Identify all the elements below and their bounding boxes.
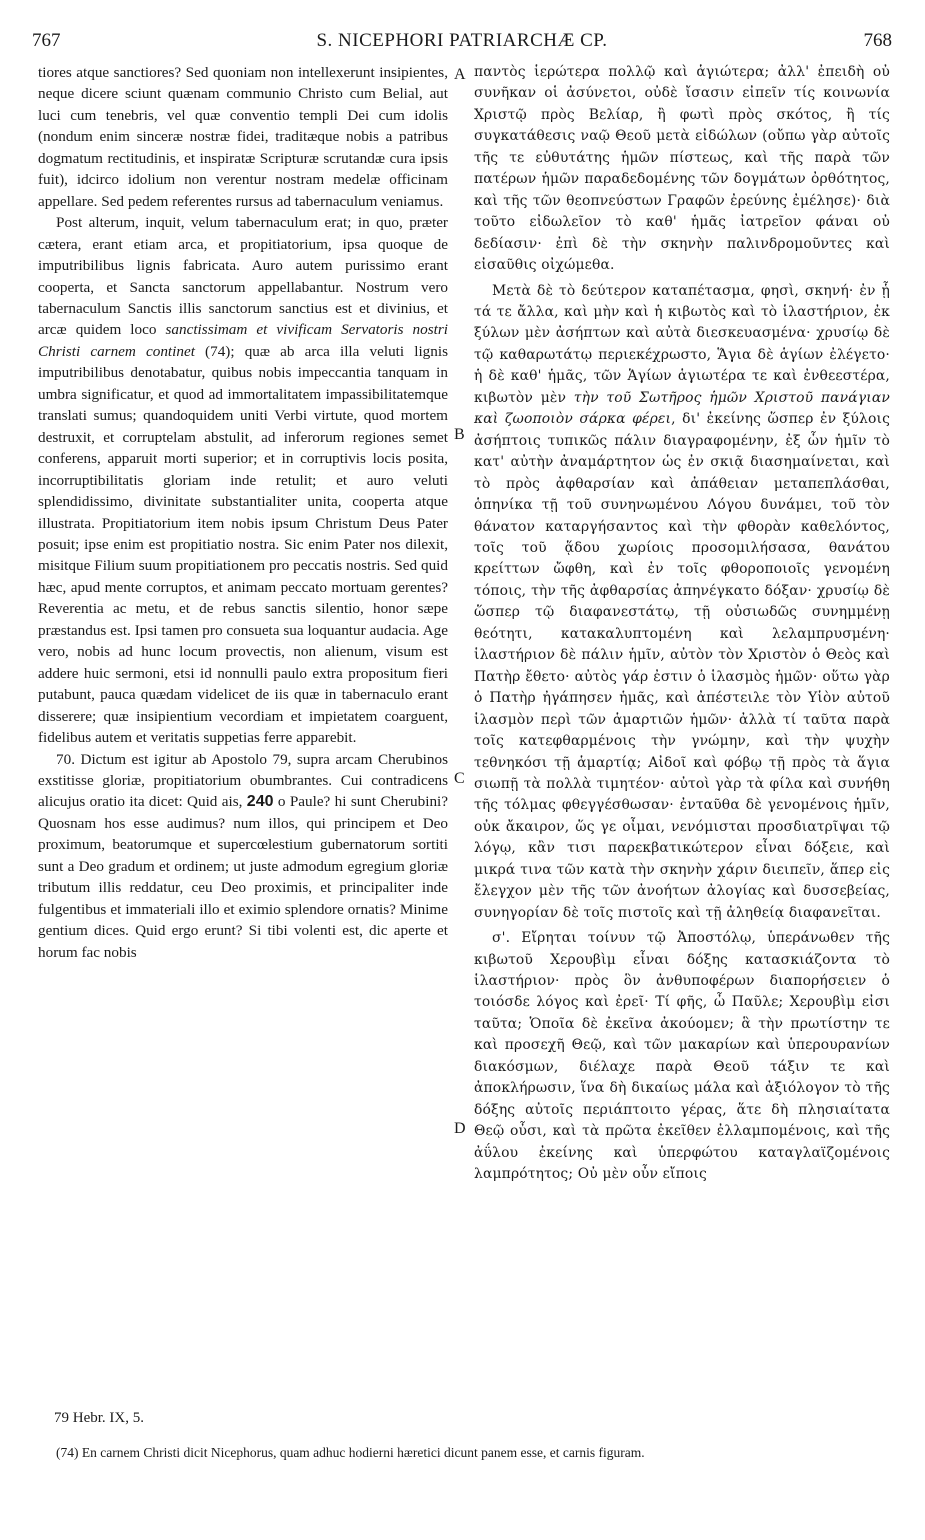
latin-paragraph-1: tiores atque sanctiores? Sed quoniam non intellexerunt insipientes, neque dicere sciunt quænam communio Christo cum Belial, aut luci cum tenebris, vel quæ conventio templi Dei cum idolis (nondum enim sinceræ nostræ fidei, traditæque nobis a patribus dogmatum rectitudinis, et inspiratæ Scripturæ scrutandæ cura ipsis fuit), idcirco idolium non verentur nostram medelæ officinam appellare. Sed pedem referentes rursus ad tabernaculum veniamus. [38, 64, 448, 210]
footnotes [38, 1410, 888, 1461]
greek-paragraph-2: Μετὰ δὲ τὸ δεύτερον καταπέτασμα, φησὶ, σκηνή· ἐν ᾗ τά τε ἄλλα, καὶ μὴν καὶ ἡ κιβωτὸς καὶ τὸ ἱλαστήριον, ἐκ ξύλων μὲν ἀσήπτων καὶ αὐτὰ διεσκευασμένα· χρυσίῳ δὲ τῷ καθαρωτάτῳ περιεκέχρωστο, Ἅγια δὲ ἁγίων ἐλέγετο· ἡ δὲ καθ' ἡμᾶς, τῶν Ἁγίων ἁγιωτέρα τε καὶ ἐνθεεστέρα, κιβωτὸν μὲν τὴν τοῦ Σωτῆρος ἡμῶν Χριστοῦ πανάγιαν καὶ ζωοποιὸν σάρκα φέρει, δι' ἐκείνης ὥσπερ ἐν ξύλοις ἀσήπτοις τυπικῶς πάλιν διαγραφομένην, ἐξ ὧν ἡμῖν τὸ κατ' αὐτὴν ἀναμάρτητον ὡς ἐν σκιᾷ διασημαίνεται, καὶ τὸ πρὸς ἀφθαρσίαν καὶ ἀπάθειαν μεταπεπλάσθαι, ὁπηνίκα τῇ τοῦ συνηνωμένου Λόγου δυνάμει, τοῦ τὸν θάνατον καταργήσαντος καὶ τὴν φθορὰν καθελόντος, τοῖς τοῦ ᾅδου χωρίοις προσομιλήσασα, θανάτου κρείττων ὤφθη, καὶ ἐν τοῖς φθοροποιοῖς γενομένη τόποις, τὴν τῆς ἀφθαρσίας ἀπηνέγκατο δόξαν· χρυσίῳ δὲ ὥσπερ τῷ διαφανεστάτῳ, τῇ οὐσιωδῶς συνημμένῃ θεότητι, κατακαλυπτομένη καὶ λελαμπρυσμένη· ἱλαστήριον δὲ πάλιν ἡμῖν, αὐτὸν τὸν Χριστὸν ὁ Θεὸς καὶ Πατὴρ ἔθετο· αὐτὸς γάρ ἐστιν ὁ ἱλασμὸς ἡμῶν· οὕτω γὰρ ὁ Πατὴρ ἠγάπησεν ἡμᾶς, καὶ ἀπέστειλε τὸν Υἱὸν αὐτοῦ ἱλασμὸν περὶ τῶν ἁμαρτιῶν ἡμῶν· ἀλλὰ τί ταῦτα παρὰ τοῖς κατεφθαρμένοις τὴν γνώμην, καὶ τὴν ψυχὴν τεθνηκόσι τῇ ἁμαρτίᾳ; Αἰδοῖ καὶ φόβῳ τῇ πρὸς τὰ ἅγια σιωπῇ τὰ πολλὰ τιμητέον· αὐτοὶ γὰρ τὰ φίλα καὶ συνήθη τῆς τόλμας φθεγγέσθωσαν· ἐνταῦθα δὲ γενομένοις ἡμῖν, οὐκ ἄκαιρον, ὥς γε οἶμαι, νενόμισται προσδιατρῖψαι τῷ λόγῳ, κἂν τισι παρεκβατικώτερον εἶναι δόξειε, καὶ μικρά τινα τῶν κατὰ τὴν σκηνὴν χάριν διειπεῖν, ἅπερ εἰς ἔλεγχον μὲν τῆς τῶν ἀνοήτων ἀλογίας καὶ δυσσεβείας, συνηγορίαν δὲ τοῖς πιστοῖς καὶ τῇ ἀληθείᾳ διαφανεῖται. [474, 282, 890, 921]
footnote-74: (74) En carnem Christi dicit Nicephorus, quam adhuc hodierni hæretici dicunt panem esse, et carnis figuram. [56, 1445, 645, 1460]
greek-column [474, 62, 890, 1186]
latin-italic-phrase: sanctissimam et vivificam Servatoris nostri Christi carnem continet [38, 321, 449, 360]
section-marker-d: D [454, 1120, 466, 1137]
running-title: S. NICEPHORI PATRIARCHÆ CP. [316, 30, 608, 51]
footnote-scripture-ref: 79 Hebr. IX, 5. [54, 1410, 144, 1426]
page-number-left: 767 [32, 30, 61, 51]
latin-paragraph-3: 70. Dictum est igitur ab Apostolo 79, supra arcam Cherubinos exstitisse gloriæ, propitiatorium obumbrantes. Cui contradicens alicujus oratio ita dicet: Quid ais, 240 o Paule? hi sunt Cherubini? Quosnam hos esse audimus? num illos, qui principem et Deo proximum, beatorumque et supercœlestium gubernatorum sortiti sunt a Deo gradum et ordinem; ut juste admodum egregium gloriæ tributum illis reddatur, ceu Deo proximis, et principaliter inde fulgentibus et immateriali illo et eximio splendore ornatis? Minime gentium dices. Quid ergo erunt? Si tibi volenti est, dic aperte et horum fac nobis [38, 750, 448, 961]
latin-column [38, 62, 448, 963]
greek-italic-phrase: τὴν τοῦ Σωτῆρος ἡμῶν Χριστοῦ πανάγιαν καὶ ζωοποιὸν σάρκα φέρει [474, 389, 890, 428]
latin-paragraph-2: Post alterum, inquit, velum tabernaculum erat; in quo, præter cætera, erant etiam arca, et propitiatorium, ipsa quoque de imputribilibus lignis fabricata. Auro autem purissimo erant cooperta, et Sancta sanctorum appellabantur. Nostrum vero tabernaculum Sanctis illis sanctorum sanctius est et divinius, et arcæ quidem loco sanctissimam et vivificam Servatoris nostri Christi carnem continet (74); quæ ab arca illa veluti lignis imputribilibus denotabatur, quibus nobis impeccantia tanquam in umbra significatur, et quod ad immortalitatem impassibilitatemque translati sumus; quandoquidem uniti Verbi virtute, quod mortem destruxit, et corruptelam abstulit, ad inferorum regiones semet conferens, apparuit morti superior; et in corruptivis locis posita, incorruptibilitatis gloriam inde retulit; et auro veluti splendidissimo, divinitate substantialiter unita, cooperta atque illustrata. Propitiatorium item nobis ipsum Christum Deus Pater posuit; ipse enim est propitiatio nostra. Sic enim Pater nos dilexit, misitque Filium suum propitiationem pro peccatis nostris. Sed quid hæc, apud mente corruptos, et animam peccato mortuam gerentes? Reverentia ac metu, et de rebus sanctis silentio, honor sæpe præstandus est. Ipsi tamen pro consueta sua loquantur audacia. Age vero, nobis ad hunc locum provectis, non alienum, visum est addere huic sermoni, etsi id nonnulli paulo extra propositum fieri putabunt, pauca quædam videlicet de iis quæ in tabernaculo erant disserere; quæ insipientium vecordiam et impietatem coarguent, fidelibus autem et veritatis suppetias ferre apparebit. [38, 214, 449, 747]
section-marker-a: A [454, 66, 466, 83]
greek-paragraph-3: σ'. Εἴρηται τοίνυν τῷ Ἀποστόλῳ, ὑπεράνωθεν τῆς κιβωτοῦ Χερουβὶμ εἶναι δόξης κατασκιάζοντα τὸ ἱλαστήριον· πρὸς ὃν ἀνθυποφέρων διαπορήσειεν ὁ τοιόσδε λόγος καὶ ἐρεῖ· Τί φῆς, ὦ Παῦλε; Χερουβὶμ εἰσι ταῦτα; Ὁποῖα δὲ ἐκεῖνα ἀκούομεν; ἃ τὴν πρωτίστην τε καὶ προσεχῆ Θεῷ, καὶ τῶν μακαρίων καὶ ὑπερουρανίων διακόσμων, διέλαχε παρὰ Θεοῦ τάξιν τε καὶ ἀποκλήρωσιν, ἵνα δὴ δικαίως μάλα καὶ ἀξιόλογον τὸ τῆς δόξης αὐτοῖς περιάπτοιτο γέρας, ἅτε δὴ πλησιαίτατα Θεῷ οὖσι, καὶ τὰ πρῶτα ἐκεῖθεν ἐλλαμπομένοις, καὶ τῆς ἀΰλου ἐκείνης καὶ ὑπερφώτου καταγλαϊζομένοις λαμπρότητος; Οὐ μὲν οὖν εἴποις [474, 930, 890, 1183]
page-header [32, 30, 892, 60]
page-number-right: 768 [863, 30, 892, 51]
section-marker-b: B [454, 426, 465, 443]
section-marker-c: C [454, 770, 465, 787]
greek-paragraph-1: παντὸς ἱερώτερα πολλῷ καὶ ἁγιώτερα; ἀλλ' ἐπειδὴ οὐ συνῆκαν οἱ ἀσύνετοι, οὐδὲ ἴσασιν εἰπεῖν τίς κοινωνία Χριστῷ πρὸς Βελίαρ, ἢ φωτὶ πρὸς σκότος, ἢ τίς συγκατάθεσις ναῷ Θεοῦ μετὰ εἰδώλων (οὔπω γὰρ αὐτοῖς τῆς τε εὐθυτάτης ἡμῶν πίστεως, καὶ τῆς παρὰ τῶν πατέρων ἡμῶν παραδεδομένης τῶν δογμάτων ὀρθότητος, καὶ τῆς τῶν θεοπνεύστων Γραφῶν ἐρεύνης ἐμέλησε)· διὰ τοῦτο εἰδωλεῖον τὸ καθ' ἡμᾶς ἰατρεῖον φάναι οὐ δεδίασιν· ἐπὶ δὲ τὴν σκηνὴν παλινδρομοῦντες καὶ εἰσαῦθις οἰχώμεθα. [474, 64, 890, 274]
column-number-marker: 240 [246, 793, 274, 811]
